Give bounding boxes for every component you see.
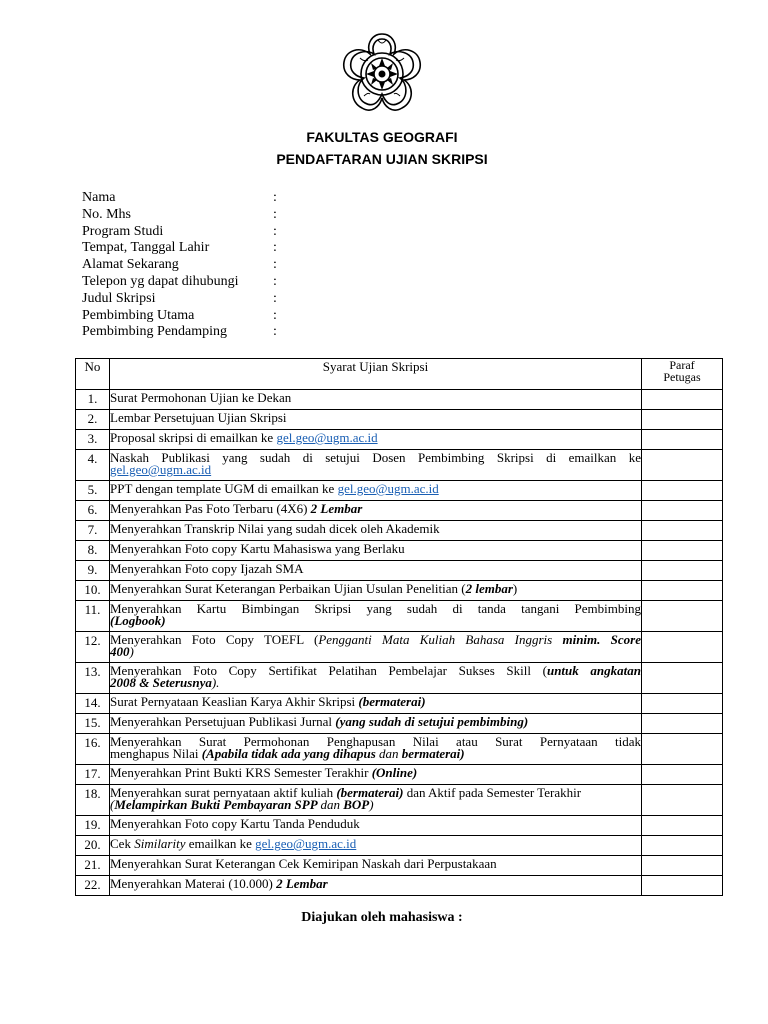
row-number: 14. [76, 694, 110, 714]
req-italic: dan [379, 746, 402, 761]
paraf-cell [642, 714, 723, 734]
field-program-studi [82, 224, 277, 241]
table-row [76, 765, 723, 785]
field-colon: : [273, 190, 277, 205]
header-paraf-line1: Paraf [669, 358, 695, 372]
field-judul-skripsi [82, 291, 277, 308]
row-requirement [110, 765, 642, 785]
field-nama [82, 190, 277, 207]
header-paraf [642, 359, 723, 390]
table-row [76, 390, 723, 410]
email-link[interactable]: gel.geo@ugm.ac.id [255, 836, 357, 851]
req-italic: ) [129, 644, 134, 659]
row-number: 12. [76, 632, 110, 663]
field-colon: : [273, 290, 277, 306]
paraf-cell [642, 501, 723, 521]
row-number: 18. [76, 785, 110, 816]
field-label: Alamat Sekarang [82, 257, 179, 273]
field-colon: : [273, 240, 277, 256]
paraf-cell [642, 694, 723, 714]
req-text: Menyerahkan Surat Permohonan Penghapusan Nilai atau Surat Pernyataan tidak [110, 734, 641, 749]
row-number: 4. [76, 450, 110, 481]
req-italic: dan [320, 797, 344, 812]
paraf-cell [642, 876, 723, 896]
req-text: Menyerahkan surat pernyataan aktif kuliah [110, 785, 337, 800]
req-text: Proposal skripsi di emailkan ke [110, 430, 277, 445]
field-label: Judul Skripsi [82, 290, 156, 306]
req-text: Menyerahkan Foto copy Ijazah SMA [110, 561, 304, 576]
req-emphasis: (bermaterai) [358, 694, 426, 709]
table-row [76, 450, 723, 481]
req-emphasis: BOP [343, 797, 370, 812]
req-emphasis: 2 lembar [465, 581, 513, 596]
row-number: 7. [76, 521, 110, 541]
req-emphasis: 2 Lembar [276, 876, 328, 891]
req-text: emailkan ke [185, 836, 256, 851]
row-requirement [110, 856, 642, 876]
req-text: Menyerahkan Materai (10.000) [110, 876, 277, 891]
req-italic: ( [110, 797, 115, 812]
table-row [76, 481, 723, 501]
row-number: 16. [76, 734, 110, 765]
row-requirement [110, 816, 642, 836]
req-text: Surat Permohonan Ujian ke Dekan [110, 390, 292, 405]
paraf-cell [642, 581, 723, 601]
paraf-cell [642, 481, 723, 501]
table-row [76, 430, 723, 450]
req-emphasis: 2008 & Seterusnya [110, 675, 212, 690]
row-requirement [110, 601, 642, 632]
req-emphasis: (Online) [371, 765, 418, 780]
req-emphasis: (yang sudah di setujui pembimbing) [335, 714, 529, 729]
university-seal-logo [334, 30, 430, 118]
paraf-cell [642, 856, 723, 876]
req-text: ( [461, 581, 466, 596]
field-colon: : [273, 223, 277, 239]
row-requirement [110, 694, 642, 714]
req-emphasis: Melampirkan Bukti Pembayaran SPP [114, 797, 321, 812]
row-requirement [110, 714, 642, 734]
student-info-fields [82, 190, 277, 341]
table-row [76, 856, 723, 876]
field-colon: : [273, 257, 277, 273]
row-number: 1. [76, 390, 110, 410]
row-requirement [110, 450, 642, 481]
req-emphasis: (Apabila tidak ada yang dihapus [201, 746, 380, 761]
row-number: 11. [76, 601, 110, 632]
table-header-row [76, 359, 723, 390]
email-link[interactable]: gel.geo@ugm.ac.id [337, 481, 439, 496]
req-text: Menyerahkan Pas Foto Terbaru (4X6) [110, 501, 311, 516]
row-number: 15. [76, 714, 110, 734]
req-text: Surat Pernyataan Keaslian Karya Akhir Skripsi [110, 694, 359, 709]
req-text: Menyerahkan Kartu Bimbingan Skripsi yang sudah di tanda tangani Pembimbing [110, 601, 641, 616]
row-requirement [110, 390, 642, 410]
row-requirement [110, 481, 642, 501]
table-row [76, 541, 723, 561]
table-row [76, 694, 723, 714]
paraf-cell [642, 561, 723, 581]
paraf-cell [642, 816, 723, 836]
row-number: 13. [76, 663, 110, 694]
req-text: Menyerahkan Transkrip Nilai yang sudah dicek oleh Akademik [110, 521, 440, 536]
req-emphasis: 400 [110, 644, 130, 659]
row-requirement [110, 430, 642, 450]
paraf-cell [642, 521, 723, 541]
req-text: menghapus Nilai [110, 746, 202, 761]
req-text: Cek [110, 836, 135, 851]
req-text: Menyerahkan Foto copy Kartu Mahasiswa yang Berlaku [110, 541, 405, 556]
table-row [76, 836, 723, 856]
req-emphasis: minim. Score [562, 632, 641, 647]
row-number: 22. [76, 876, 110, 896]
table-row [76, 521, 723, 541]
row-requirement [110, 632, 642, 663]
row-number: 17. [76, 765, 110, 785]
submitted-by-label: Diajukan oleh mahasiswa : [301, 910, 463, 925]
req-text: Naskah Publikasi yang sudah di setujui Dosen Pembimbing Skripsi di emailkan ke [110, 450, 641, 465]
paraf-cell [642, 450, 723, 481]
field-tempat-tanggal-lahir [82, 240, 277, 257]
field-pembimbing-utama [82, 308, 277, 325]
table-row [76, 601, 723, 632]
field-telepon [82, 274, 277, 291]
row-requirement [110, 561, 642, 581]
row-requirement [110, 541, 642, 561]
field-colon: : [273, 307, 277, 323]
req-text: Menyerahkan Foto Copy Sertifikat Pelatihan Pembelajar Sukses Skill ( [110, 663, 547, 678]
paraf-cell [642, 430, 723, 450]
field-colon: : [273, 324, 277, 340]
field-label: No. Mhs [82, 206, 132, 222]
req-italic: Similarity [134, 836, 186, 851]
row-number: 9. [76, 561, 110, 581]
field-pembimbing-pendamping [82, 324, 277, 341]
req-emphasis: (bermaterai) [336, 785, 404, 800]
table-row [76, 816, 723, 836]
field-label: Pembimbing Pendamping [82, 324, 228, 340]
field-alamat-sekarang [82, 257, 277, 274]
row-requirement [110, 836, 642, 856]
field-label: Tempat, Tanggal Lahir [82, 240, 210, 256]
row-number: 5. [76, 481, 110, 501]
paraf-cell [642, 785, 723, 816]
paraf-cell [642, 734, 723, 765]
row-requirement [110, 876, 642, 896]
paraf-cell [642, 765, 723, 785]
email-link[interactable]: gel.geo@ugm.ac.id [276, 430, 378, 445]
table-row [76, 714, 723, 734]
table-row [76, 501, 723, 521]
paraf-cell [642, 410, 723, 430]
paraf-cell [642, 541, 723, 561]
req-text: Menyerahkan Persetujuan Publikasi Jurnal [110, 714, 336, 729]
field-colon: : [273, 273, 277, 289]
paraf-cell [642, 663, 723, 694]
field-no-mhs [82, 207, 277, 224]
row-number: 10. [76, 581, 110, 601]
req-emphasis: (Logbook) [110, 613, 166, 628]
row-requirement [110, 521, 642, 541]
req-emphasis: 2 Lembar [310, 501, 363, 516]
table-row [76, 876, 723, 896]
req-text: Menyerahkan Foto copy Kartu Tanda Penduduk [110, 816, 360, 831]
req-text: Lembar Persetujuan Ujian Skripsi [110, 410, 287, 425]
req-italic: ). [211, 675, 220, 690]
row-requirement [110, 663, 642, 694]
req-emphasis: bermaterai) [401, 746, 465, 761]
req-text: ) [512, 581, 518, 596]
row-number: 21. [76, 856, 110, 876]
field-label: Pembimbing Utama [82, 307, 195, 323]
table-row [76, 734, 723, 765]
req-text: PPT dengan template UGM di emailkan ke [110, 481, 338, 496]
table-row [76, 632, 723, 663]
field-label: Telepon yg dapat dihubungi [82, 273, 239, 289]
header-paraf-line2: Petugas [663, 370, 701, 384]
email-link[interactable]: gel.geo@ugm.ac.id [110, 462, 212, 477]
row-number: 6. [76, 501, 110, 521]
table-row [76, 663, 723, 694]
paraf-cell [642, 601, 723, 632]
paraf-cell [642, 632, 723, 663]
field-label: Program Studi [82, 223, 164, 239]
req-text: Menyerahkan Surat Keterangan Perbaikan Ujian Usulan Penelitian [110, 581, 462, 596]
row-number: 3. [76, 430, 110, 450]
paraf-cell [642, 836, 723, 856]
row-number: 2. [76, 410, 110, 430]
header-no: No [76, 359, 110, 390]
table-row [76, 581, 723, 601]
req-text: Menyerahkan Surat Keterangan Cek Kemiripan Naskah dari Perpustakaan [110, 856, 497, 871]
paraf-cell [642, 390, 723, 410]
row-requirement [110, 734, 642, 765]
requirements-table [75, 358, 723, 896]
table-row [76, 561, 723, 581]
row-requirement [110, 410, 642, 430]
req-emphasis: untuk angkatan [546, 663, 641, 678]
table-row [76, 410, 723, 430]
req-italic: ) [369, 797, 374, 812]
row-number: 20. [76, 836, 110, 856]
row-requirement [110, 501, 642, 521]
field-colon: : [273, 206, 277, 222]
table-row [76, 785, 723, 816]
form-title: PENDAFTARAN UJIAN SKRIPSI [276, 151, 488, 167]
req-text: Menyerahkan Print Bukti KRS Semester Terakhir [110, 765, 372, 780]
row-requirement [110, 785, 642, 816]
field-label: Nama [82, 190, 116, 205]
req-italic: Pengganti Mata Kuliah Bahasa Inggris [318, 632, 563, 647]
faculty-title: FAKULTAS GEOGRAFI [306, 129, 458, 145]
row-number: 19. [76, 816, 110, 836]
row-number: 8. [76, 541, 110, 561]
row-requirement [110, 581, 642, 601]
req-text: Menyerahkan Foto Copy TOEFL ( [110, 632, 319, 647]
req-text: dan Aktif pada Semester Terakhir [403, 785, 582, 800]
header-requirement: Syarat Ujian Skripsi [110, 359, 642, 390]
